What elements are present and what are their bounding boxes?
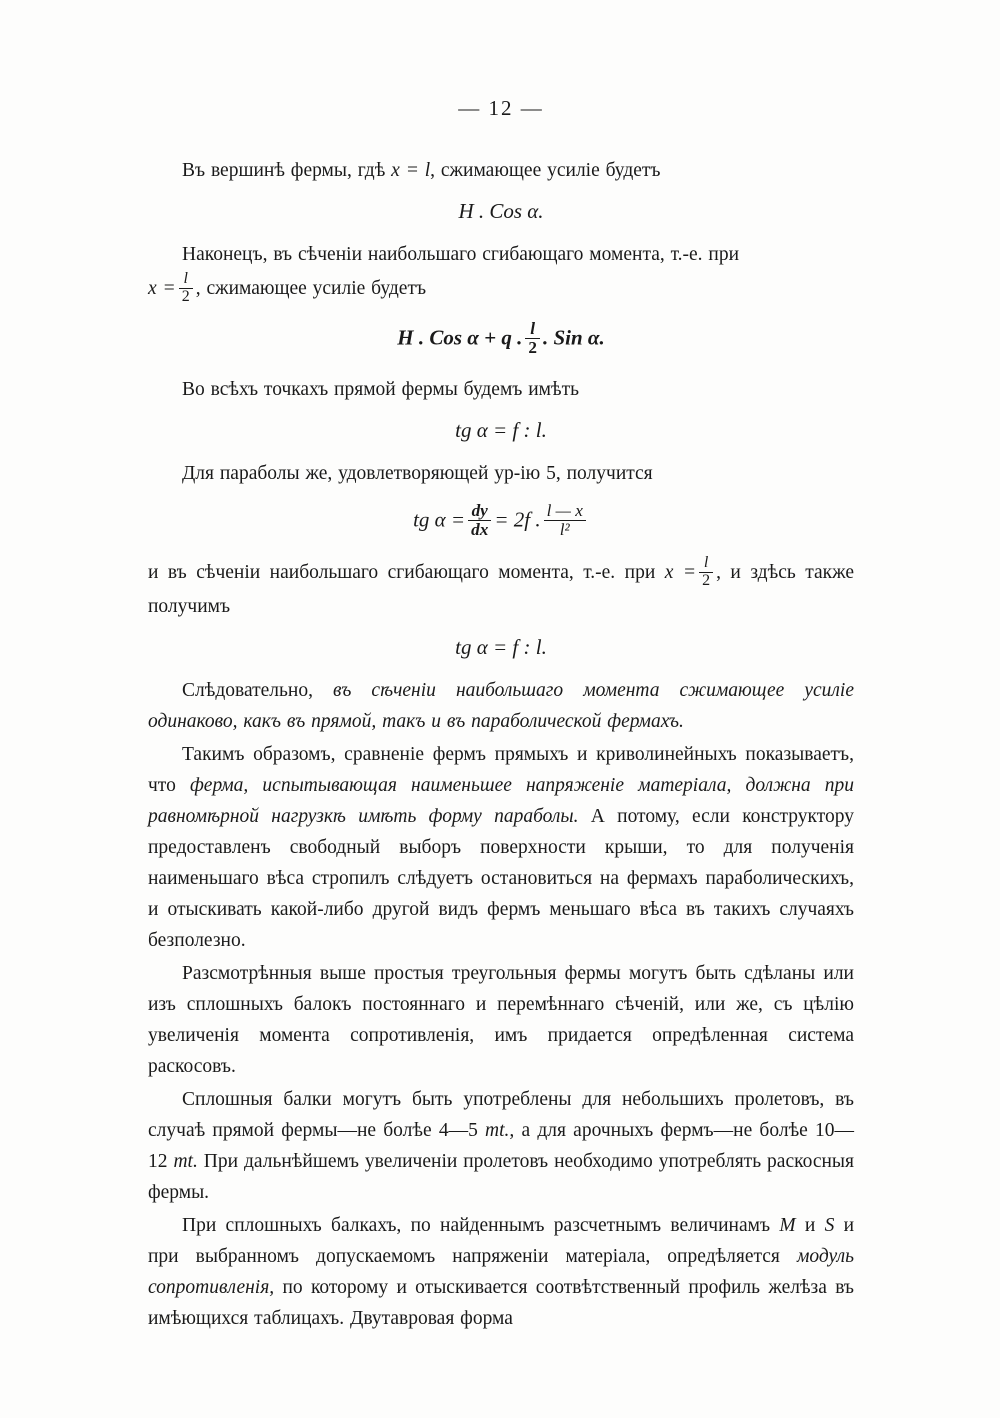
paragraph-10-text-b: и при выбранномъ допускаемомъ напряженіи матеріала, опредѣляется (148, 1214, 855, 1267)
equation-2-pre: H . Cos α + q . (397, 325, 523, 350)
fraction-denominator: 2 (181, 287, 190, 305)
fraction-dy-over-dx (468, 502, 491, 539)
fraction-numerator: l — x (544, 502, 586, 521)
paragraph-9-text-b: а для арочныхъ фермъ—не болѣе 10—12 (148, 1119, 855, 1172)
paragraph-5-text-a: и въ сѣченіи наибольшаго сгибающаго момента, т.-е. при (148, 561, 656, 583)
equation-2-post: . Sin α. (542, 325, 605, 350)
paragraph-3-text: Во всѣхъ точкахъ прямой фермы будемъ имѣть (182, 378, 580, 400)
equation-5 (148, 636, 854, 659)
paragraph-9-text-c: При дальнѣйшемъ увеличеніи пролетовъ необходимо употреблять раскосныя фермы. (148, 1150, 854, 1203)
fraction-l-over-2-eq2 (525, 320, 540, 357)
fraction-numerator: l (525, 320, 540, 339)
equation-4 (148, 500, 854, 540)
page-number: — 12 — (458, 96, 544, 120)
paragraph-9-unit-1: mt., (485, 1119, 515, 1141)
paragraph-10-text-a: При сплошныхъ балкахъ, по найденнымъ разсчетнымъ величинамъ (182, 1214, 771, 1236)
paragraph-4-text: Для параболы же, удовлетворяющей ур-ію 5, получится (182, 462, 653, 484)
paragraph-2 (148, 239, 854, 270)
fraction-numerator: l (179, 271, 193, 289)
equation-5-text: tg α = f : l. (455, 634, 547, 659)
fraction-denominator: 2 (528, 337, 537, 357)
equation-4-pre: tg α = (413, 507, 466, 532)
paragraph-5 (148, 556, 854, 622)
paragraph-6 (148, 675, 854, 737)
inline-equation-x-equals: x = (664, 561, 697, 583)
paragraph-6-emphasis: въ сѣченіи наибольшаго момента сжимающее усиліе одинаково, какъ въ прямой, такъ и въ параболической фермахъ. (148, 679, 854, 732)
symbol-s: S (824, 1214, 835, 1236)
equation-3 (148, 419, 854, 442)
paragraph-9 (148, 1084, 854, 1208)
symbol-m: M (779, 1214, 796, 1236)
equation-3-text: tg α = f : l. (455, 417, 547, 442)
paragraph-1 (148, 155, 854, 186)
fraction-numerator: l (699, 555, 713, 573)
paragraph-2-text-b: , сжимающее усиліе будетъ (195, 277, 427, 299)
paragraph-10-text-c: по которому и отыскивается соотвѣтственный профиль желѣза въ имѣющихся таблицахъ. Двутавровая форма (148, 1276, 855, 1329)
fraction-l-over-2-inline (699, 555, 713, 590)
fraction-l-minus-x-over-l-squared (544, 502, 586, 539)
fraction-denominator: l² (559, 519, 570, 539)
equation-1 (148, 200, 854, 223)
paragraph-1-text: Въ вершинѣ фермы, гдѣ (182, 160, 386, 181)
paragraph-9-unit-2: mt. (173, 1150, 198, 1172)
paragraph-4 (148, 458, 854, 489)
paragraph-7-text-a: Такимъ образомъ, сравненіе фермъ прямыхъ и криволинейныхъ показываетъ, что (148, 743, 854, 796)
paragraph-6-lead: Слѣдовательно, (182, 679, 313, 701)
fraction-denominator: 2 (702, 571, 711, 589)
paragraph-10-emphasis: модуль сопротивленія, (148, 1245, 855, 1298)
paragraph-3 (148, 374, 854, 405)
paragraph-2-line2 (148, 272, 854, 307)
fraction-denominator: dx (471, 519, 489, 539)
inline-equation-x-equals-half-l-pre: x = (148, 277, 176, 299)
fraction-l-over-2 (179, 271, 193, 306)
paragraph-5-text-b: , и здѣсь также получимъ (148, 561, 854, 617)
paragraph-8-text: Разсмотрѣнныя выше простыя треугольныя фермы могутъ быть сдѣланы или изъ сплошныхъ балокъ постояннаго и перемѣннаго сѣченій, или же, съ цѣлію увеличенія момента сопротивленія, имъ придается опредѣленная система раскосовъ. (148, 962, 854, 1077)
paragraph-1-text-cont: , сжимающее усиліе будетъ (430, 160, 661, 181)
equation-4-mid: = 2f . (494, 507, 541, 532)
paragraph-10 (148, 1210, 854, 1334)
page-content (148, 96, 854, 1336)
conjunction: и (804, 1214, 816, 1236)
paragraph-7-text-b: А потому, если конструктору предоставленъ свободный выборъ поверхности крыши, то для полученія наименьшаго вѣса стропилъ слѣдуетъ остановиться на фермахъ параболическихъ, и отыскивать какой-либо другой видъ фермъ меньшаго вѣса въ такихъ случаяхъ безполезно. (148, 805, 855, 951)
paragraph-7-emphasis: ферма, испытывающая наименьшее напряженіе матеріала, должна при равномѣрной нагрузкѣ имѣть форму параболы. (148, 774, 855, 827)
paragraph-8 (148, 958, 854, 1082)
paragraph-7 (148, 739, 854, 956)
equation-1-text: H . Cos α. (458, 199, 544, 223)
paragraph-2-text-a: Наконецъ, въ сѣченіи наибольшаго сгибающаго момента, т.-е. при (182, 244, 740, 266)
fraction-numerator: dy (468, 502, 491, 521)
equation-2 (148, 318, 854, 358)
inline-equation-x-equals-l: x = l (391, 160, 431, 181)
paragraph-9-text-a: Сплошныя балки могутъ быть употреблены для небольшихъ пролетовъ, въ случаѣ прямой фермы—не болѣе 4—5 (148, 1088, 854, 1141)
